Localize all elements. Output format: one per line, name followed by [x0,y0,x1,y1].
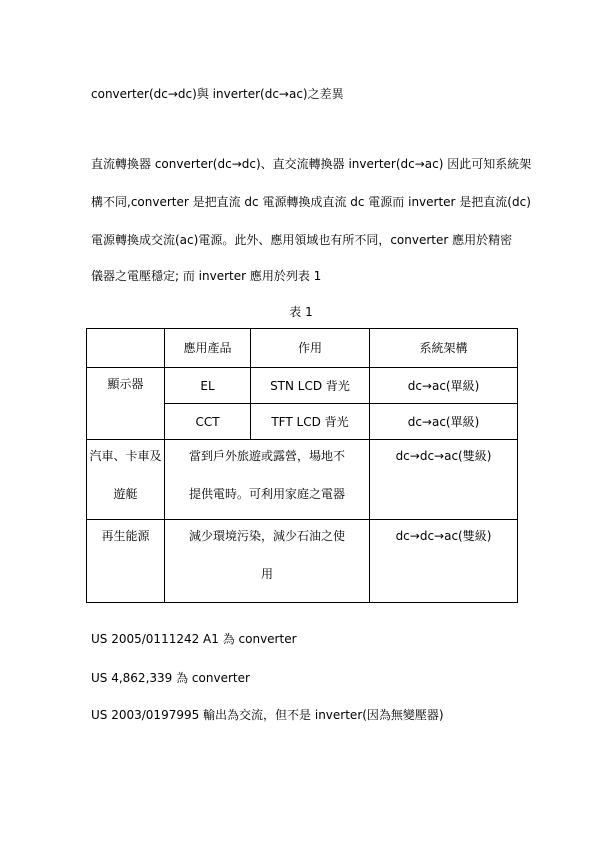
table-row [87,368,518,404]
product-cell: CCT [165,404,251,440]
document-heading: converter(dc→dc)與 inverter(dc→ac)之差異 [91,87,344,101]
architecture-cell: dc→dc→ac(雙級) [370,520,518,603]
paragraph-line-2: 構不同,converter 是把直流 dc 電源轉換成直流 dc 電源而 inverter 是把直流(dc) [91,195,531,209]
header-empty-cell [87,329,165,368]
paragraph-line-4: 儀器之電壓穩定; 而 inverter 應用於列表 1 [91,269,322,283]
group-vehicle-line-1: 汽車、卡車及 [89,449,162,463]
function-cell: TFT LCD 背光 [251,404,370,440]
renewable-product-cell [165,520,370,603]
paragraph-line-3: 電源轉換成交流(ac)電源。此外、應用領域也有所不同，converter 應用於精密 [91,233,513,247]
header-architecture: 系統架構 [370,329,518,368]
reference-line-2: US 4,862,339 為 converter [91,671,250,685]
table-header-row [87,329,518,368]
architecture-cell: dc→dc→ac(雙級) [370,440,518,520]
group-vehicle-line-2: 遊艇 [113,487,138,501]
architecture-cell: dc→ac(單級) [370,404,518,440]
vehicle-product-line-2: 提供電時。可利用家庭之電器 [188,487,345,501]
header-product: 應用產品 [165,329,251,368]
product-cell: EL [165,368,251,404]
group-vehicle [87,440,165,520]
table-row [87,440,518,520]
vehicle-product-cell [165,440,370,520]
comparison-table [86,328,518,603]
reference-line-1: US 2005/0111242 A1 為 converter [91,632,297,646]
renewable-product-line-1: 減少環境污染，減少石油之使 [188,529,345,543]
table-row [87,520,518,603]
table-caption: 表 1 [289,305,313,319]
paragraph-line-1: 直流轉換器 converter(dc→dc)、直交流轉換器 inverter(dc→ac) 因此可知系統架 [91,157,532,171]
header-function: 作用 [251,329,370,368]
architecture-cell: dc→ac(單級) [370,368,518,404]
group-display: 顯示器 [87,368,165,440]
group-renewable: 再生能源 [87,520,165,603]
vehicle-product-line-1: 當到戶外旅遊或露營，場地不 [188,449,345,463]
reference-line-3: US 2003/0197995 輸出為交流，但不是 inverter(因為無變壓器) [91,708,444,722]
function-cell: STN LCD 背光 [251,368,370,404]
renewable-product-line-2: 用 [260,567,273,581]
